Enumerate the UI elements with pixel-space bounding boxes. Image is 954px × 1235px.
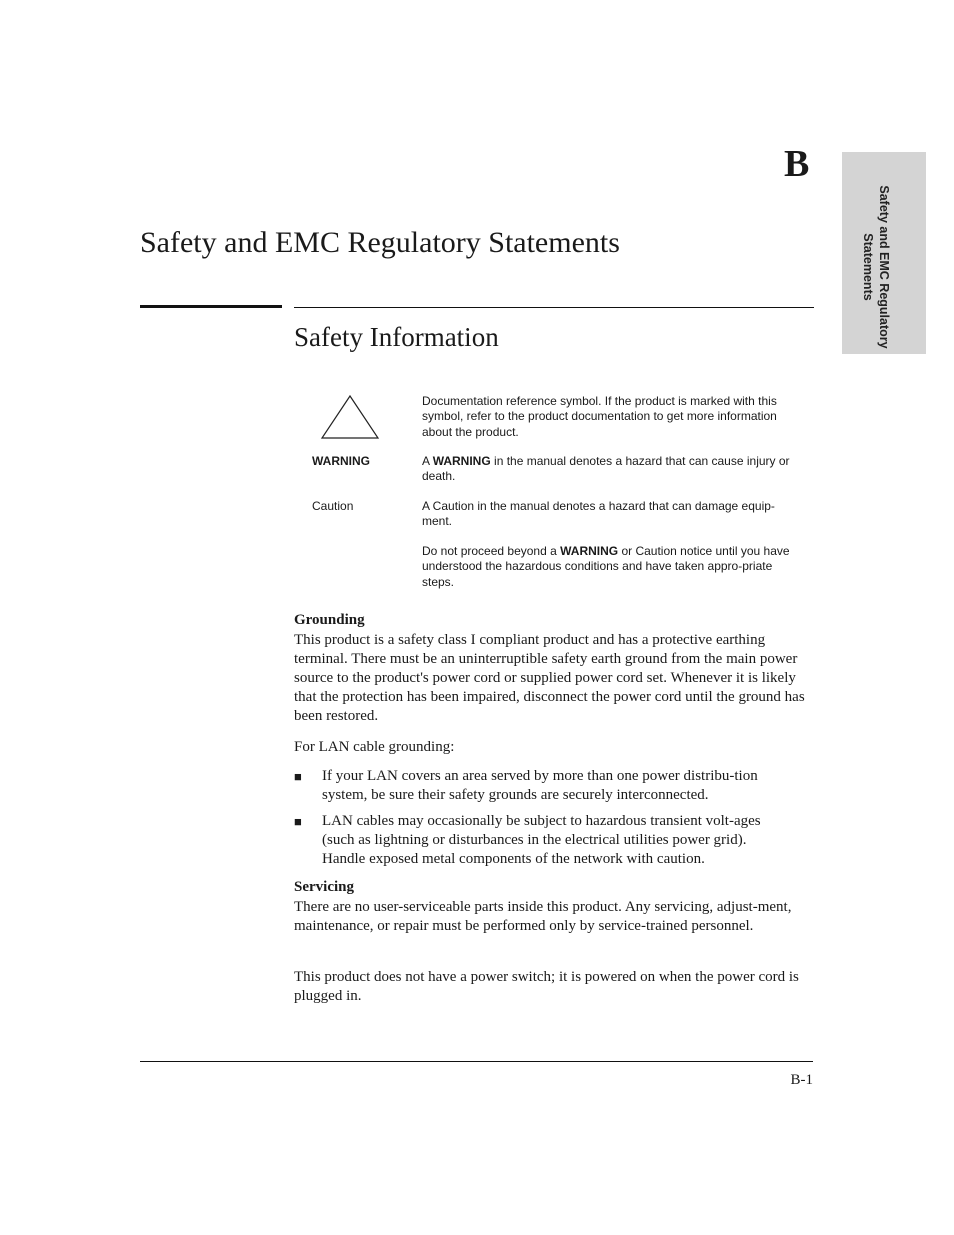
warning-label: WARNING: [312, 454, 370, 468]
warning-description: [422, 454, 802, 485]
side-tab-label: [822, 166, 892, 368]
doc-ref-description: Documentation reference symbol. If the product is marked with this symbol, refer to the product documentation to get more information about the product.: [422, 394, 777, 439]
side-tab: [842, 152, 926, 354]
grounding-paragraph: This product is a safety class I compliant product and has a protective earthing terminal. There must be an uninterruptible safety earth ground from the main power source to the product's power cord or supplied power cord set. Whenever it is likely that the protection has been impaired, disconnect the power cord until the ground has been restored.: [294, 632, 805, 724]
bullet-square-icon: ■: [294, 814, 302, 829]
servicing-paragraph-1: There are no user-serviceable parts inside this product. Any servicing, adjust-ment, maintenance, or repair must be performed only by service-trained personnel.: [294, 899, 792, 934]
bullet-square-icon: ■: [294, 769, 302, 784]
section-rule-thick: [140, 305, 282, 308]
footer-rule: [140, 1061, 813, 1062]
page-number: B-1: [790, 1072, 813, 1088]
lan-grounding-intro: For LAN cable grounding:: [294, 739, 455, 755]
caution-label: Caution: [312, 499, 354, 513]
warning-desc-suffix: in the manual denotes a hazard that can cause injury or death.: [422, 454, 790, 484]
warning-desc-bold: WARNING: [432, 454, 491, 468]
proceed-prefix: Do not proceed beyond a: [422, 544, 561, 558]
servicing-paragraph-2: This product does not have a power switch; it is powered on when the power cord is plugged in.: [294, 969, 799, 1004]
bullet-text: LAN cables may occasionally be subject to hazardous transient volt-ages (such as lightning or disturbances in the electrical utilities power grid). Handle exposed metal components of the network with caution.: [322, 813, 761, 867]
servicing-heading: Servicing: [294, 879, 354, 895]
bullet-text: If your LAN covers an area served by more than one power distribu-tion system, be sure their safety grounds are securely interconnected.: [322, 768, 758, 803]
side-tab-line1: Safety and EMC Regulatory: [877, 185, 891, 349]
section-title: Safety Information: [294, 322, 499, 352]
section-rule-thin: [294, 307, 814, 308]
chapter-title: Safety and EMC Regulatory Statements: [140, 226, 620, 259]
warning-triangle-icon: [320, 394, 420, 445]
proceed-description: [422, 544, 802, 590]
grounding-heading: Grounding: [294, 612, 365, 628]
proceed-bold: WARNING: [560, 544, 619, 558]
proceed-suffix: or Caution notice until you have understood the hazardous conditions and have taken appro-priate steps.: [422, 544, 790, 589]
side-tab-line2: Statements: [861, 233, 875, 301]
appendix-letter: B: [784, 143, 810, 185]
warning-desc-prefix: A: [422, 454, 433, 468]
caution-description: A Caution in the manual denotes a hazard that can damage equip-ment.: [422, 499, 775, 529]
